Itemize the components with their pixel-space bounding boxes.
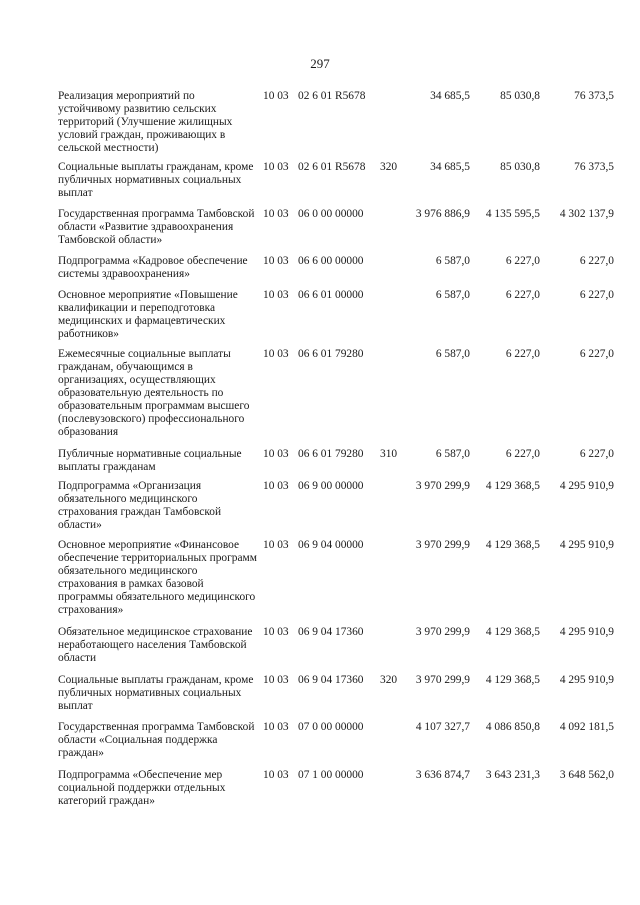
table-row: [58, 448, 618, 477]
section-code: 10 03: [263, 539, 289, 551]
row-name: Основное мероприятие «Финансовое обеспечение территориальных программ обязательного медицинского страхования в рамках базовой программы обязательного медицинского страхования»: [58, 539, 257, 616]
table-row: [58, 90, 618, 158]
page-number: 297: [310, 56, 330, 71]
table-row: [58, 289, 618, 344]
amount-year-1: 4 107 327,7: [415, 721, 470, 733]
amount-year-1: 3 636 874,7: [415, 769, 470, 781]
target-article-code: 02 6 01 R5678: [298, 90, 366, 102]
amount-year-2: 4 086 850,8: [485, 721, 540, 733]
section-code: 10 03: [263, 674, 289, 686]
target-article-code: 06 9 04 00000: [298, 539, 364, 551]
target-article-code: 06 6 00 00000: [298, 255, 364, 267]
target-article-code: 06 9 04 17360: [298, 674, 364, 686]
amount-year-3: 6 227,0: [579, 255, 614, 267]
table-row: [58, 721, 618, 763]
amount-year-2: 3 643 231,3: [485, 769, 540, 781]
section-code: 10 03: [263, 769, 289, 781]
section-code: 10 03: [263, 161, 289, 173]
table-row: [58, 626, 618, 668]
target-article-code: 06 0 00 00000: [298, 208, 364, 220]
target-article-code: 06 9 00 00000: [298, 480, 364, 492]
amount-year-2: 85 030,8: [500, 161, 540, 173]
expense-type-code: 320: [380, 674, 398, 686]
amount-year-3: 6 227,0: [579, 448, 614, 460]
amount-year-3: 4 295 910,9: [559, 626, 614, 638]
table-row: [58, 161, 618, 203]
amount-year-3: 4 295 910,9: [559, 674, 614, 686]
row-name: Социальные выплаты гражданам, кроме публичных нормативных социальных выплат: [58, 161, 254, 199]
amount-year-2: 4 129 368,5: [485, 674, 540, 686]
amount-year-3: 4 295 910,9: [559, 539, 614, 551]
table-row: [58, 255, 618, 284]
amount-year-2: 6 227,0: [505, 448, 540, 460]
expense-type-code: 310: [380, 448, 398, 460]
target-article-code: 06 6 01 79280: [298, 448, 364, 460]
amount-year-1: 6 587,0: [435, 289, 470, 301]
table-row: [58, 480, 618, 535]
expense-type-code: 320: [380, 161, 398, 173]
amount-year-1: 6 587,0: [435, 348, 470, 360]
amount-year-1: 3 970 299,9: [415, 626, 470, 638]
amount-year-2: 4 129 368,5: [485, 626, 540, 638]
amount-year-2: 6 227,0: [505, 289, 540, 301]
target-article-code: 07 1 00 00000: [298, 769, 364, 781]
amount-year-1: 34 685,5: [430, 90, 470, 102]
amount-year-3: 3 648 562,0: [559, 769, 614, 781]
amount-year-3: 4 295 910,9: [559, 480, 614, 492]
amount-year-2: 4 135 595,5: [485, 208, 540, 220]
table-row: [58, 769, 618, 811]
section-code: 10 03: [263, 348, 289, 360]
budget-table: [58, 90, 618, 815]
table-row: [58, 208, 618, 250]
amount-year-2: 4 129 368,5: [485, 539, 540, 551]
row-name: Государственная программа Тамбовской области «Развитие здравоохранения Тамбовской области»: [58, 208, 255, 246]
row-name: Подпрограмма «Организация обязательного медицинского страхования граждан Тамбовской области»: [58, 480, 222, 531]
section-code: 10 03: [263, 480, 289, 492]
amount-year-3: 4 092 181,5: [559, 721, 614, 733]
section-code: 10 03: [263, 448, 289, 460]
section-code: 10 03: [263, 289, 289, 301]
section-code: 10 03: [263, 255, 289, 267]
table-row: [58, 539, 618, 620]
target-article-code: 06 6 01 79280: [298, 348, 364, 360]
amount-year-3: 6 227,0: [579, 348, 614, 360]
amount-year-3: 4 302 137,9: [559, 208, 614, 220]
target-article-code: 06 6 01 00000: [298, 289, 364, 301]
section-code: 10 03: [263, 208, 289, 220]
amount-year-2: 85 030,8: [500, 90, 540, 102]
row-name: Обязательное медицинское страхование неработающего населения Тамбовской области: [58, 626, 253, 664]
row-name: Публичные нормативные социальные выплаты гражданам: [58, 448, 242, 473]
amount-year-1: 3 970 299,9: [415, 674, 470, 686]
amount-year-3: 6 227,0: [579, 289, 614, 301]
target-article-code: 06 9 04 17360: [298, 626, 364, 638]
row-name: Основное мероприятие «Повышение квалификации и переподготовка медицинских и фармацевтических работников»: [58, 289, 238, 340]
amount-year-2: 4 129 368,5: [485, 480, 540, 492]
amount-year-1: 6 587,0: [435, 448, 470, 460]
amount-year-2: 6 227,0: [505, 348, 540, 360]
row-name: Реализация мероприятий по устойчивому развитию сельских территорий (Улучшение жилищных условий граждан, проживающих в сельской местности): [58, 90, 233, 154]
row-name: Ежемесячные социальные выплаты гражданам, обучающимся в организациях, осуществляющих образовательную деятельность по образовательным программам высшего (послевузовского) профессионального образования: [58, 348, 250, 438]
section-code: 10 03: [263, 90, 289, 102]
target-article-code: 07 0 00 00000: [298, 721, 364, 733]
target-article-code: 02 6 01 R5678: [298, 161, 366, 173]
amount-year-3: 76 373,5: [574, 90, 614, 102]
row-name: Социальные выплаты гражданам, кроме публичных нормативных социальных выплат: [58, 674, 254, 712]
row-name: Подпрограмма «Кадровое обеспечение системы здравоохранения»: [58, 255, 248, 280]
row-name: Государственная программа Тамбовской области «Социальная поддержка граждан»: [58, 721, 255, 759]
amount-year-2: 6 227,0: [505, 255, 540, 267]
row-name: Подпрограмма «Обеспечение мер социальной поддержки отдельных категорий граждан»: [58, 769, 226, 807]
amount-year-1: 3 970 299,9: [415, 480, 470, 492]
amount-year-1: 34 685,5: [430, 161, 470, 173]
table-row: [58, 348, 618, 442]
amount-year-1: 3 976 886,9: [415, 208, 470, 220]
section-code: 10 03: [263, 721, 289, 733]
amount-year-1: 3 970 299,9: [415, 539, 470, 551]
table-row: [58, 674, 618, 716]
amount-year-1: 6 587,0: [435, 255, 470, 267]
section-code: 10 03: [263, 626, 289, 638]
amount-year-3: 76 373,5: [574, 161, 614, 173]
